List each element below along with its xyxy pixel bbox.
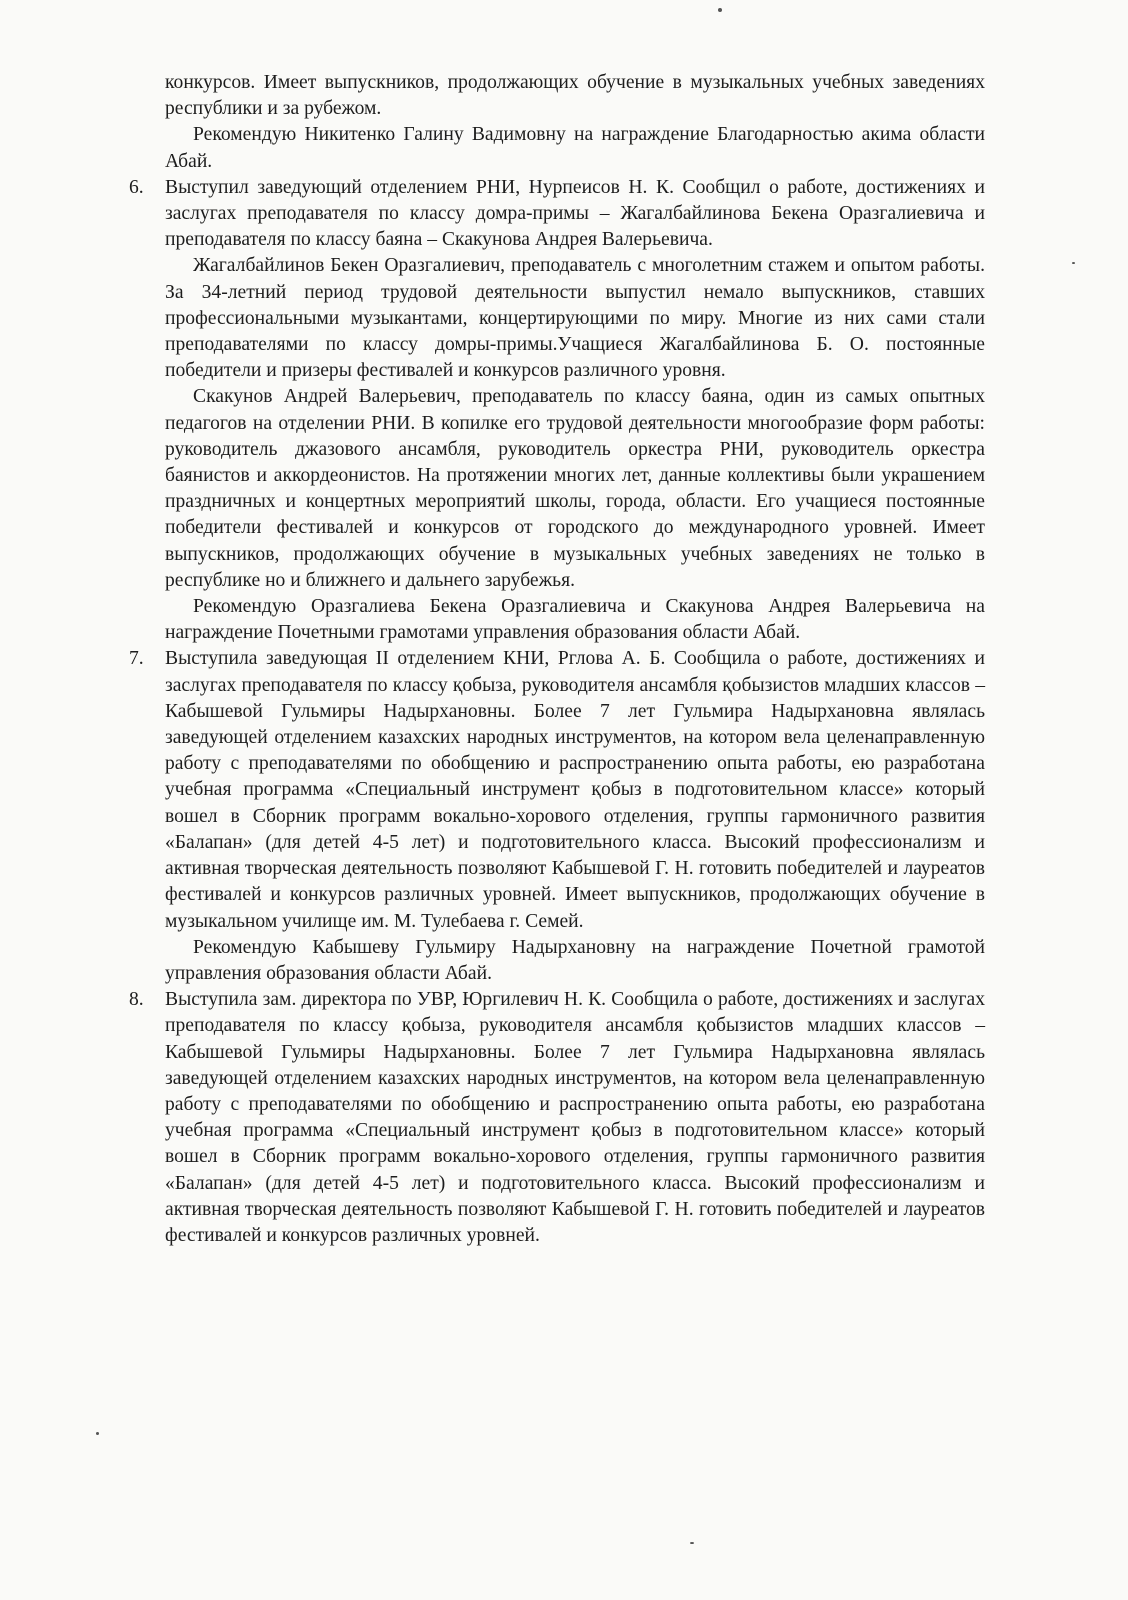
item-number: 8. [129,989,144,1011]
item-paragraph: Скакунов Андрей Валерьевич, преподаватель по классу баяна, один из самых опытных педагогов на отделении РНИ. В копилке его трудовой деятельности многообразие форм работы: руководитель джазового ансамбля, руководитель оркестра РНИ, руководитель оркестра баянистов и аккордеонистов. На протяжении многих лет, данные коллективы были украшением праздничных и концертных мероприятий школы, города, области. Его учащиеся постоянные победители фестивалей и конкурсов от городского до международного уровней. Имеет выпускников, продолжающих обучение в музыкальных учебных заведениях не только в республике но и ближнего и дальнего зарубежья. [165,386,985,591]
recommendation-paragraph: Рекомендую Никитенко Галину Вадимовну на награждение Благодарностью акима области Абай. [165,124,985,172]
scan-speck [96,1432,99,1435]
item-number: 7. [129,648,144,670]
item-lead-paragraph: Выступила зам. директора по УВР, Юргилевич Н. К. Сообщила о работе, достижениях и заслугах преподавателя по классу қобыза, руководителя ансамбля қобызистов младших классов – Кабышевой Гульмиры Надырхановны. Более 7 лет Гульмира Надырхановна являлась заведующей отделением казахских народных инструментов, на котором вела целенаправленную работу с преподавателями по обобщению и распространению опыта работы, ею разработана учебная программа «Специальный инструмент қобыз в подготовительном классе» который вошел в Сборник программ вокально-хорового отделения, группы гармоничного развития «Балапан» (для детей 4-5 лет) и подготовительного класса. Высокий профессионализм и активная творческая деятельность позволяют Кабышевой Г. Н. готовить победителей и лауреатов фестивалей и конкурсов различных уровней. [165,989,985,1246]
document-body [129,70,985,1249]
item-paragraph: Жагалбайлинов Бекен Оразгалиевич, преподаватель с многолетним стажем и опытом работы. За 34-летний период трудовой деятельности выпустил немало выпускников, ставших профессиональными музыкантами, концертирующими по миру. Многие из них сами стали преподавателями по классу домры-примы.Учащиеся Жагалбайлинова Б. О. постоянные победители и призеры фестивалей и конкурсов различного уровня. [165,255,985,382]
item-lead-paragraph: Выступила заведующая II отделением КНИ, Рглова А. Б. Сообщила о работе, достижениях и заслугах преподавателя по классу қобыза, руководителя ансамбля қобызистов младших классов – Кабышевой Гульмиры Надырхановны. Более 7 лет Гульмира Надырхановна являлась заведующей отделением казахских народных инструментов, на котором вела целенаправленную работу с преподавателями по обобщению и распространению опыта работы, ею разработана учебная программа «Специальный инструмент қобыз в подготовительном классе» который вошел в Сборник программ вокально-хорового отделения, группы гармоничного развития «Балапан» (для детей 4-5 лет) и подготовительного класса. Высокий профессионализм и активная творческая деятельность позволяют Кабышевой Г. Н. готовить победителей и лауреатов фестивалей и конкурсов различных уровней. Имеет выпускников, продолжающих обучение в музыкальном училище им. М. Тулебаева г. Семей. [165,648,985,932]
recommendation-paragraph: Рекомендую Оразгалиева Бекена Оразгалиевича и Скакунова Андрея Валерьевича на награждение Почетными грамотами управления образования области Абай. [165,596,985,644]
list-item-6 [129,175,985,647]
item-number: 6. [129,176,144,198]
scan-speck [1072,262,1075,264]
item-lead-paragraph: Выступил заведующий отделением РНИ, Нурпеисов Н. К. Сообщил о работе, достижениях и заслугах преподавателя по классу домра-примы – Жагалбайлинова Бекена Оразгалиевича и преподавателя по классу баяна – Скакунова Андрея Валерьевича. [165,176,985,251]
list-item-7 [129,646,985,987]
scan-speck [690,1542,694,1544]
intro-paragraph: конкурсов. Имеет выпускников, продолжающих обучение в музыкальных учебных заведениях республики и за рубежом. [165,72,985,120]
recommendation-paragraph: Рекомендую Кабышеву Гульмиру Надырхановну на награждение Почетной грамотой управления образования области Абай. [165,936,985,984]
list-item-8 [129,987,985,1249]
scan-speck [718,8,722,12]
